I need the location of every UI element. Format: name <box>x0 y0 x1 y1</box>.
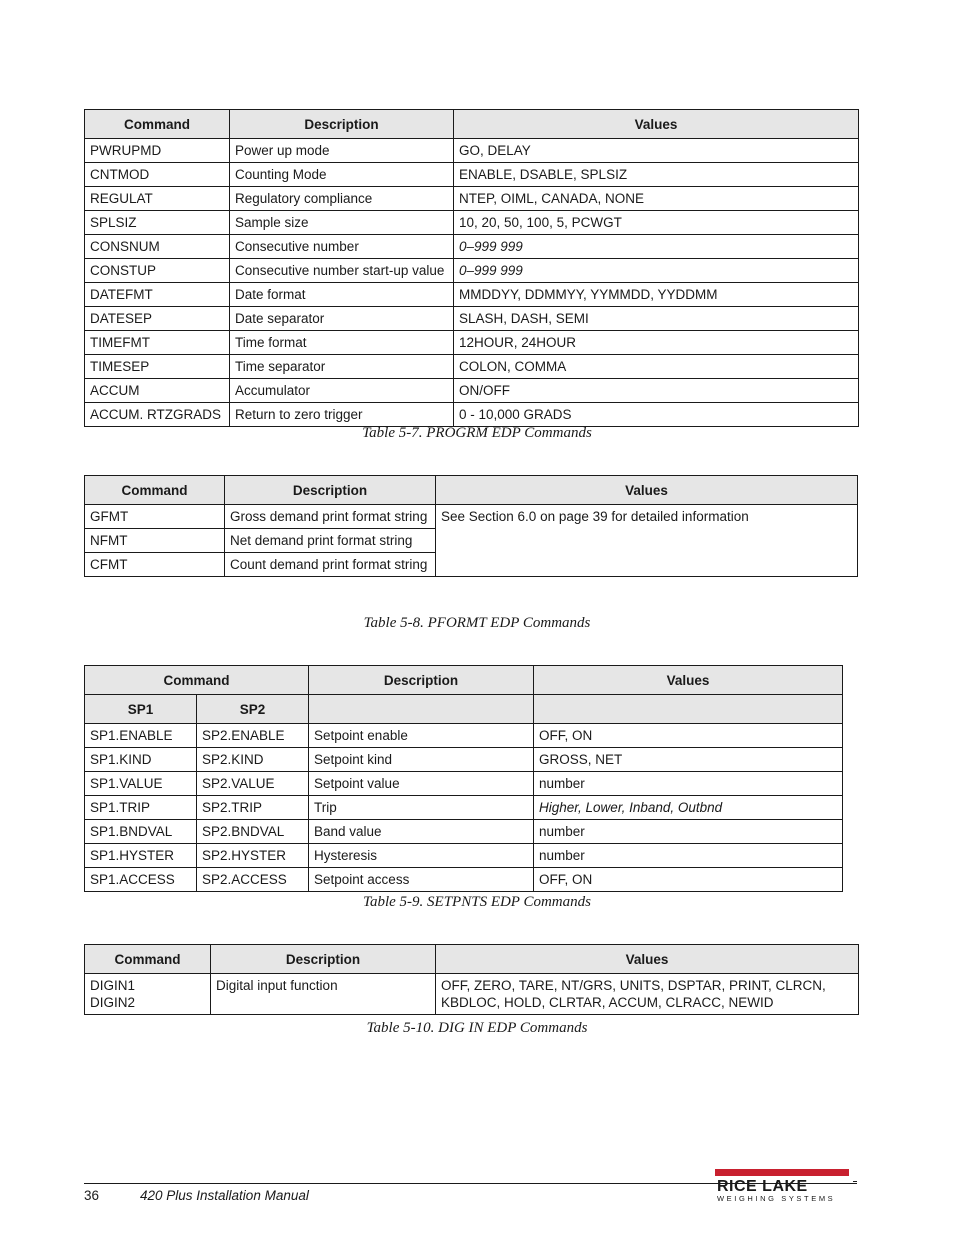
values-cell: number <box>534 820 843 844</box>
sp1-command-cell: SP1.TRIP <box>85 796 197 820</box>
values-cell: ENABLE, DSABLE, SPLSIZ <box>454 163 859 187</box>
command-cell: REGULAT <box>85 187 230 211</box>
values-line: OFF, ZERO, TARE, NT/GRS, UNITS, DSPTAR, PRINT, CLRCN, <box>441 978 826 993</box>
description-cell: Sample size <box>230 211 454 235</box>
values-cell: 0–999 999 <box>454 235 859 259</box>
description-cell: Net demand print format string <box>225 529 436 553</box>
table-row <box>85 355 859 379</box>
sp1-command-cell: SP1.HYSTER <box>85 844 197 868</box>
table-header-row <box>85 476 858 505</box>
command-cell <box>85 974 211 1015</box>
description-cell: Date format <box>230 283 454 307</box>
logo-mark <box>853 1181 857 1182</box>
table-row <box>85 796 843 820</box>
command-cell: CNTMOD <box>85 163 230 187</box>
command-cell: PWRUPMD <box>85 139 230 163</box>
table-row <box>85 505 858 529</box>
description-cell: Digital input function <box>211 974 436 1015</box>
table-caption: Table 5-8. PFORMT EDP Commands <box>363 615 591 631</box>
table-row <box>85 974 859 1015</box>
table-row <box>85 820 843 844</box>
description-cell: Power up mode <box>230 139 454 163</box>
values-cell <box>436 974 859 1015</box>
values-cell: number <box>534 772 843 796</box>
description-cell: Consecutive number <box>230 235 454 259</box>
description-cell: Setpoint kind <box>309 748 534 772</box>
values-cell: 0 - 10,000 GRADS <box>454 403 859 427</box>
sp2-command-cell: SP2.KIND <box>197 748 309 772</box>
column-subheader: SP2 <box>197 695 309 724</box>
values-cell: NTEP, OIML, CANADA, NONE <box>454 187 859 211</box>
description-cell: Counting Mode <box>230 163 454 187</box>
command-cell: CFMT <box>85 553 225 577</box>
table-row <box>85 748 843 772</box>
sp2-command-cell: SP2.TRIP <box>197 796 309 820</box>
command-cell: TIMESEP <box>85 355 230 379</box>
values-cell: GO, DELAY <box>454 139 859 163</box>
values-cell: 0–999 999 <box>454 259 859 283</box>
values-cell: SLASH, DASH, SEMI <box>454 307 859 331</box>
table-row <box>85 772 843 796</box>
description-cell: Count demand print format string <box>225 553 436 577</box>
description-cell: Time separator <box>230 355 454 379</box>
logo-red-bar <box>715 1169 849 1176</box>
values-line: KBDLOC, HOLD, CLRTAR, ACCUM, CLRACC, NEWID <box>441 995 774 1010</box>
values-cell: Higher, Lower, Inband, Outbnd <box>534 796 843 820</box>
command-cell: SPLSIZ <box>85 211 230 235</box>
table-row <box>85 259 859 283</box>
column-header: Values <box>436 476 858 505</box>
table-row <box>85 331 859 355</box>
column-header: Command <box>85 945 211 974</box>
table-caption: Table 5-9. SETPNTS EDP Commands <box>363 894 591 910</box>
table-row <box>85 283 859 307</box>
values-cell: 10, 20, 50, 100, 5, PCWGT <box>454 211 859 235</box>
command-cell: ACCUM. RTZGRADS <box>85 403 230 427</box>
column-header: Values <box>454 110 859 139</box>
column-header: Values <box>436 945 859 974</box>
column-subheader: SP1 <box>85 695 197 724</box>
values-cell: MMDDYY, DDMMYY, YYMMDD, YYDDMM <box>454 283 859 307</box>
description-cell: Band value <box>309 820 534 844</box>
command-cell: ACCUM <box>85 379 230 403</box>
sp2-command-cell: SP2.VALUE <box>197 772 309 796</box>
sp2-command-cell: SP2.ENABLE <box>197 724 309 748</box>
table-subheader-row <box>85 695 843 724</box>
setpnts-edp-table <box>84 665 843 892</box>
description-cell: Hysteresis <box>309 844 534 868</box>
pformt-edp-table <box>84 475 858 577</box>
sp1-command-cell: SP1.BNDVAL <box>85 820 197 844</box>
column-header: Command <box>85 110 230 139</box>
values-cell: See Section 6.0 on page 39 for detailed information <box>436 505 858 577</box>
values-cell: number <box>534 844 843 868</box>
values-cell: 12HOUR, 24HOUR <box>454 331 859 355</box>
command-cell: CONSNUM <box>85 235 230 259</box>
rice-lake-logo <box>713 1169 863 1203</box>
description-cell: Accumulator <box>230 379 454 403</box>
column-header: Description <box>230 110 454 139</box>
description-cell: Setpoint enable <box>309 724 534 748</box>
sp2-command-cell: SP2.ACCESS <box>197 868 309 892</box>
table-row <box>85 307 859 331</box>
description-cell: Date separator <box>230 307 454 331</box>
command-cell: NFMT <box>85 529 225 553</box>
table-caption: Table 5-10. DIG IN EDP Commands <box>366 1020 588 1036</box>
table-row <box>85 163 859 187</box>
digin-edp-table <box>84 944 859 1015</box>
values-cell: COLON, COMMA <box>454 355 859 379</box>
table-header-row <box>85 666 843 695</box>
column-header: Command <box>85 476 225 505</box>
manual-title: 420 Plus Installation Manual <box>140 1188 309 1203</box>
description-cell: Consecutive number start-up value <box>230 259 454 283</box>
values-cell: OFF, ON <box>534 724 843 748</box>
table-row <box>85 403 859 427</box>
column-header: Values <box>534 666 843 695</box>
description-cell: Setpoint access <box>309 868 534 892</box>
table-row <box>85 844 843 868</box>
table-row <box>85 868 843 892</box>
description-cell: Trip <box>309 796 534 820</box>
sp1-command-cell: SP1.KIND <box>85 748 197 772</box>
values-cell: OFF, ON <box>534 868 843 892</box>
column-header: Description <box>211 945 436 974</box>
sp1-command-cell: SP1.VALUE <box>85 772 197 796</box>
progrm-edp-table <box>84 109 859 427</box>
sp1-command-cell: SP1.ENABLE <box>85 724 197 748</box>
values-cell: GROSS, NET <box>534 748 843 772</box>
table-row <box>85 379 859 403</box>
empty-subheader <box>534 695 843 724</box>
table-row <box>85 235 859 259</box>
table-header-row <box>85 945 859 974</box>
values-cell: ON/OFF <box>454 379 859 403</box>
sp1-command-cell: SP1.ACCESS <box>85 868 197 892</box>
description-cell: Gross demand print format string <box>225 505 436 529</box>
table-row <box>85 211 859 235</box>
command-digin2: DIGIN2 <box>90 995 136 1010</box>
sp2-command-cell: SP2.HYSTER <box>197 844 309 868</box>
empty-subheader <box>309 695 534 724</box>
command-cell: DATEFMT <box>85 283 230 307</box>
command-cell: DATESEP <box>85 307 230 331</box>
table-row <box>85 139 859 163</box>
command-cell: CONSTUP <box>85 259 230 283</box>
table-row <box>85 187 859 211</box>
page-number: 36 <box>84 1188 100 1203</box>
description-cell: Regulatory compliance <box>230 187 454 211</box>
logo-sub-text: WEIGHING SYSTEMS <box>717 1194 836 1203</box>
sp2-command-cell: SP2.BNDVAL <box>197 820 309 844</box>
description-cell: Time format <box>230 331 454 355</box>
table-header-row <box>85 110 859 139</box>
description-cell: Return to zero trigger <box>230 403 454 427</box>
command-cell: TIMEFMT <box>85 331 230 355</box>
column-header: Description <box>225 476 436 505</box>
table-caption: Table 5-7. PROGRM EDP Commands <box>362 425 592 441</box>
logo-main-text: RICE LAKE <box>717 1178 808 1195</box>
command-digin1: DIGIN1 <box>90 978 136 993</box>
description-cell: Setpoint value <box>309 772 534 796</box>
command-cell: GFMT <box>85 505 225 529</box>
column-header: Description <box>309 666 534 695</box>
column-header: Command <box>85 666 309 695</box>
table-row <box>85 724 843 748</box>
